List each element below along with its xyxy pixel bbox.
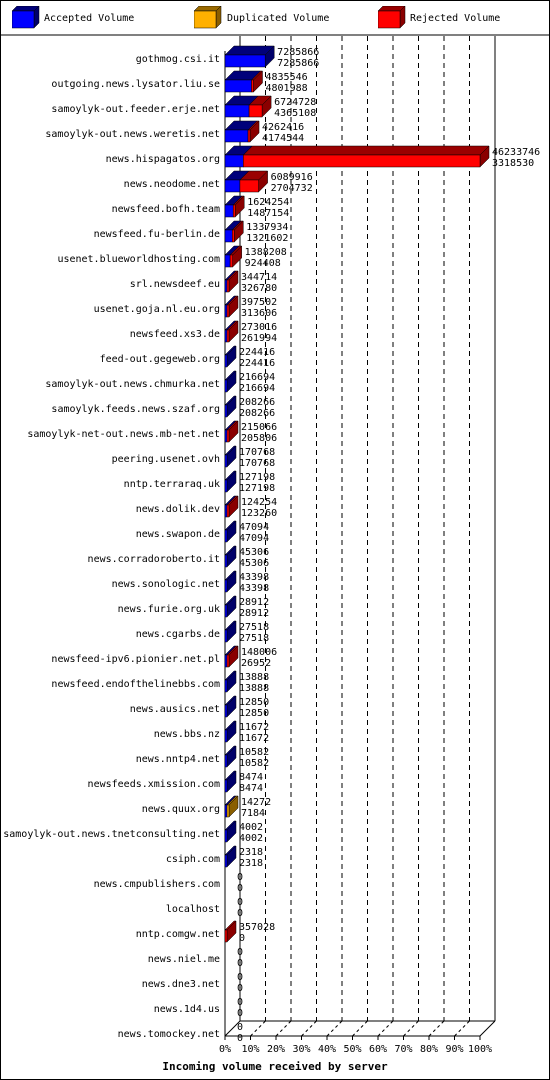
value-label-total: 0 — [237, 1022, 244, 1033]
value-label-total: 11672 — [239, 722, 270, 733]
value-label-total: 357028 — [239, 922, 276, 933]
value-label-total: 8474 — [239, 772, 264, 783]
bar-accepted — [225, 280, 227, 292]
bar-accepted — [225, 780, 227, 792]
bar-accepted — [225, 555, 227, 567]
server-label: peering.usenet.ovh — [111, 454, 220, 465]
value-label-accepted: 27518 — [239, 633, 270, 644]
value-label-total: 215066 — [241, 422, 278, 433]
floor-gridline — [302, 1021, 317, 1036]
server-label: usenet.goja.nl.eu.org — [93, 304, 220, 315]
floor-gridline — [353, 1021, 368, 1036]
value-label-accepted: 45306 — [239, 558, 270, 569]
value-label-total: 1337934 — [246, 222, 289, 233]
value-label-total: 124254 — [241, 497, 278, 508]
x-tick-label: 70% — [394, 1044, 413, 1055]
value-label-accepted: 224416 — [239, 358, 276, 369]
value-label-accepted: 0 — [237, 958, 244, 969]
server-label: news.hispagatos.org — [105, 154, 220, 165]
server-label: news.bbs.nz — [153, 729, 220, 740]
value-label-accepted: 261994 — [241, 333, 278, 344]
server-label: samoylyk-out.feeder.erje.net — [51, 104, 220, 115]
bar-accepted — [225, 105, 249, 117]
value-label-accepted: 13888 — [239, 683, 270, 694]
bar-rejected — [227, 280, 229, 292]
bar-rejected — [227, 330, 229, 342]
value-label-accepted: 326780 — [241, 283, 278, 294]
bar-accepted — [225, 705, 227, 717]
floor-gridline — [251, 1021, 266, 1036]
value-label-accepted: 0 — [237, 1033, 244, 1044]
value-label-accepted: 10582 — [239, 758, 270, 769]
value-label-accepted: 313606 — [241, 308, 278, 319]
x-tick-label: 80% — [419, 1044, 439, 1055]
server-label: news.swapon.de — [135, 529, 220, 540]
server-label: news.furie.org.uk — [117, 604, 220, 615]
server-label: newsfeed.xs3.de — [129, 329, 220, 340]
server-label: news.ausics.net — [129, 704, 220, 715]
bar-accepted — [225, 830, 227, 842]
bar-duplicated — [227, 805, 229, 817]
value-label-accepted: 1487154 — [247, 208, 290, 219]
bar-accepted — [225, 205, 233, 217]
server-label: localhost — [165, 904, 220, 915]
value-label-accepted: 4365108 — [274, 108, 317, 119]
value-label-accepted: 0 — [237, 983, 244, 994]
x-tick-label: 40% — [317, 1044, 337, 1055]
bar-rejected — [243, 155, 480, 167]
value-label-total: 4002 — [239, 822, 264, 833]
value-label-total: 0 — [237, 897, 244, 908]
bar-accepted — [225, 855, 227, 867]
server-label: csiph.com — [165, 854, 220, 865]
value-label-accepted: 127198 — [239, 483, 276, 494]
server-label: gothmog.csi.it — [135, 54, 220, 65]
floor-gridline — [404, 1021, 419, 1036]
value-label-total: 47094 — [239, 522, 270, 533]
x-tick-label: 50% — [343, 1044, 362, 1055]
server-label: usenet.blueworldhosting.com — [57, 254, 220, 265]
bar-accepted — [225, 480, 227, 492]
server-label: outgoing.news.lysator.liu.se — [51, 79, 220, 90]
value-label-total: 27518 — [239, 622, 270, 633]
value-label-total: 344714 — [241, 272, 278, 283]
value-label-total: 13888 — [239, 672, 270, 683]
x-tick-label: 30% — [292, 1044, 311, 1055]
bar-accepted — [225, 55, 265, 67]
server-label: news.quux.org — [141, 804, 220, 815]
value-label-total: 1624254 — [247, 197, 290, 208]
value-label-accepted: 8474 — [239, 783, 264, 794]
x-tick-label: 60% — [368, 1044, 388, 1055]
bar-accepted — [225, 355, 227, 367]
value-label-total: 1388208 — [244, 247, 287, 258]
server-label: samoylyk.feeds.news.szaf.org — [51, 404, 220, 415]
bar-accepted — [225, 80, 251, 92]
server-label: nntp.comgw.net — [135, 929, 220, 940]
legend-accepted-label: Accepted Volume — [44, 13, 135, 24]
server-label: srl.newsdeef.eu — [129, 279, 220, 290]
bar-rejected-top — [243, 146, 489, 155]
bar-rejected — [249, 105, 262, 117]
bar-accepted — [225, 455, 227, 467]
value-label-accepted: 208266 — [239, 408, 276, 419]
value-label-accepted: 216694 — [239, 383, 276, 394]
x-tick-label: 0% — [218, 1044, 232, 1055]
server-label: news.nntp4.net — [135, 754, 220, 765]
value-label-total: 0 — [237, 997, 244, 1008]
value-label-total: 2318 — [239, 847, 264, 858]
value-label-total: 28912 — [239, 597, 270, 608]
value-label-total: 46233746 — [492, 147, 541, 158]
server-label: newsfeed-ipv6.pionier.net.pl — [51, 654, 220, 665]
value-label-accepted: 924408 — [244, 258, 281, 269]
value-label-accepted: 1321602 — [246, 233, 289, 244]
value-label-total: 6089916 — [270, 172, 313, 183]
server-label: news.1d4.us — [153, 1004, 220, 1015]
value-label-accepted: 12850 — [239, 708, 270, 719]
server-label: news.sonologic.net — [111, 579, 220, 590]
value-label-accepted: 11672 — [239, 733, 270, 744]
server-label: samoylyk-out.news.tnetconsulting.net — [3, 829, 220, 840]
server-label: samoylyk-net-out.news.mb-net.net — [27, 429, 220, 440]
bar-accepted — [225, 605, 227, 617]
server-label: news.cgarbs.de — [135, 629, 220, 640]
value-label-accepted: 123260 — [241, 508, 278, 519]
server-label: newsfeed.fu-berlin.de — [93, 229, 220, 240]
value-label-accepted: 47094 — [239, 533, 270, 544]
value-label-total: 4262416 — [262, 122, 305, 133]
server-label: news.tomockey.net — [117, 1029, 220, 1040]
bar-accepted — [225, 430, 227, 442]
server-label: news.dolik.dev — [135, 504, 220, 515]
value-label-total: 170768 — [239, 447, 276, 458]
x-tick-label: 10% — [241, 1044, 260, 1055]
server-label: newsfeeds.xmission.com — [87, 779, 220, 790]
bar-accepted — [225, 630, 227, 642]
value-label-total: 10582 — [239, 747, 270, 758]
bar-rejected — [232, 230, 234, 242]
x-axis-label: Incoming volume received by server — [162, 1060, 388, 1073]
bar-rejected — [251, 80, 253, 92]
bar-accepted — [225, 130, 248, 142]
value-label-total: 127198 — [239, 472, 276, 483]
server-label: news.dne3.net — [141, 979, 220, 990]
value-label-accepted: 0 — [237, 1008, 244, 1019]
bar-accepted — [225, 505, 227, 517]
bar-accepted — [225, 230, 232, 242]
value-label-total: 397502 — [241, 297, 278, 308]
value-label-accepted: 0 — [237, 883, 244, 894]
bar-accepted — [225, 655, 227, 667]
x-tick-label: 100% — [467, 1044, 493, 1055]
bar-accepted — [225, 755, 227, 767]
value-label-accepted: 205806 — [241, 433, 278, 444]
bar-accepted — [225, 155, 243, 167]
bar-rejected — [227, 655, 229, 667]
server-label: samoylyk-out.news.weretis.net — [45, 129, 220, 140]
value-label-accepted: 4801988 — [265, 83, 308, 94]
bar-accepted — [225, 330, 227, 342]
bar-rejected — [233, 205, 235, 217]
floor-right-edge — [480, 1021, 495, 1036]
value-label-accepted: 7184 — [241, 808, 266, 819]
value-label-total: 6724728 — [274, 97, 317, 108]
value-label-accepted: 28912 — [239, 608, 270, 619]
bar-accepted — [225, 580, 227, 592]
value-label-accepted: 2318 — [239, 858, 264, 869]
server-label: news.neodome.net — [123, 179, 220, 190]
floor-gridline — [276, 1021, 291, 1036]
server-label: newsfeed.endofthelinebbs.com — [51, 679, 220, 690]
bar-rejected — [227, 505, 229, 517]
value-label-total: 208266 — [239, 397, 276, 408]
value-label-total: 0 — [237, 947, 244, 958]
bar-accepted — [225, 380, 227, 392]
value-label-total: 273016 — [241, 322, 278, 333]
server-label: news.niel.me — [147, 954, 220, 965]
value-label-total: 224416 — [239, 347, 276, 358]
server-label: nntp.terraraq.uk — [123, 479, 220, 490]
value-label-total: 216694 — [239, 372, 276, 383]
bar-accepted — [225, 680, 227, 692]
value-label-total: 0 — [237, 972, 244, 983]
value-label-total: 4835546 — [265, 72, 308, 83]
floor-gridline — [429, 1021, 444, 1036]
bar-rejected — [227, 305, 229, 317]
bar-accepted — [225, 805, 227, 817]
bar-rejected — [240, 180, 259, 192]
x-tick-label: 90% — [445, 1044, 464, 1055]
value-label-accepted: 0 — [237, 908, 244, 919]
floor-gridline — [455, 1021, 470, 1036]
bar-accepted — [225, 730, 227, 742]
floor-gridline — [378, 1021, 393, 1036]
server-label: feed-out.gegeweb.org — [99, 354, 220, 365]
server-label: news.cmpublishers.com — [93, 879, 220, 890]
bar-accepted — [225, 405, 227, 417]
value-label-accepted: 0 — [239, 933, 246, 944]
legend-duplicated-label: Duplicated Volume — [227, 13, 330, 24]
legend-rejected-label: Rejected Volume — [410, 13, 501, 24]
value-label-accepted: 170768 — [239, 458, 276, 469]
bar-rejected — [230, 255, 233, 267]
value-label-accepted: 43398 — [239, 583, 270, 594]
value-label-accepted: 7285866 — [277, 58, 320, 69]
value-label-total: 7285866 — [277, 47, 320, 58]
bar-accepted — [225, 305, 227, 317]
value-label-accepted: 26952 — [241, 658, 272, 669]
value-label-accepted: 4174544 — [262, 133, 305, 144]
server-label: news.corradoroberto.it — [87, 554, 220, 565]
server-label: newsfeed.bofh.team — [111, 204, 220, 215]
value-label-total: 148006 — [241, 647, 278, 658]
bar-accepted — [225, 255, 230, 267]
value-label-accepted: 4002 — [239, 833, 264, 844]
value-label-accepted: 3318530 — [492, 158, 535, 169]
x-tick-label: 20% — [266, 1044, 286, 1055]
value-label-accepted: 2704732 — [270, 183, 313, 194]
bar-rejected — [227, 430, 229, 442]
server-label: samoylyk-out.news.chmurka.net — [45, 379, 220, 390]
value-label-total: 45306 — [239, 547, 270, 558]
value-label-total: 14272 — [241, 797, 272, 808]
bar-accepted — [225, 180, 240, 192]
value-label-total: 12850 — [239, 697, 270, 708]
bar-rejected — [248, 130, 250, 142]
floor-gridline — [327, 1021, 342, 1036]
bar-rejected — [225, 930, 227, 942]
value-label-total: 0 — [237, 872, 244, 883]
bar-accepted — [225, 530, 227, 542]
value-label-total: 43398 — [239, 572, 270, 583]
